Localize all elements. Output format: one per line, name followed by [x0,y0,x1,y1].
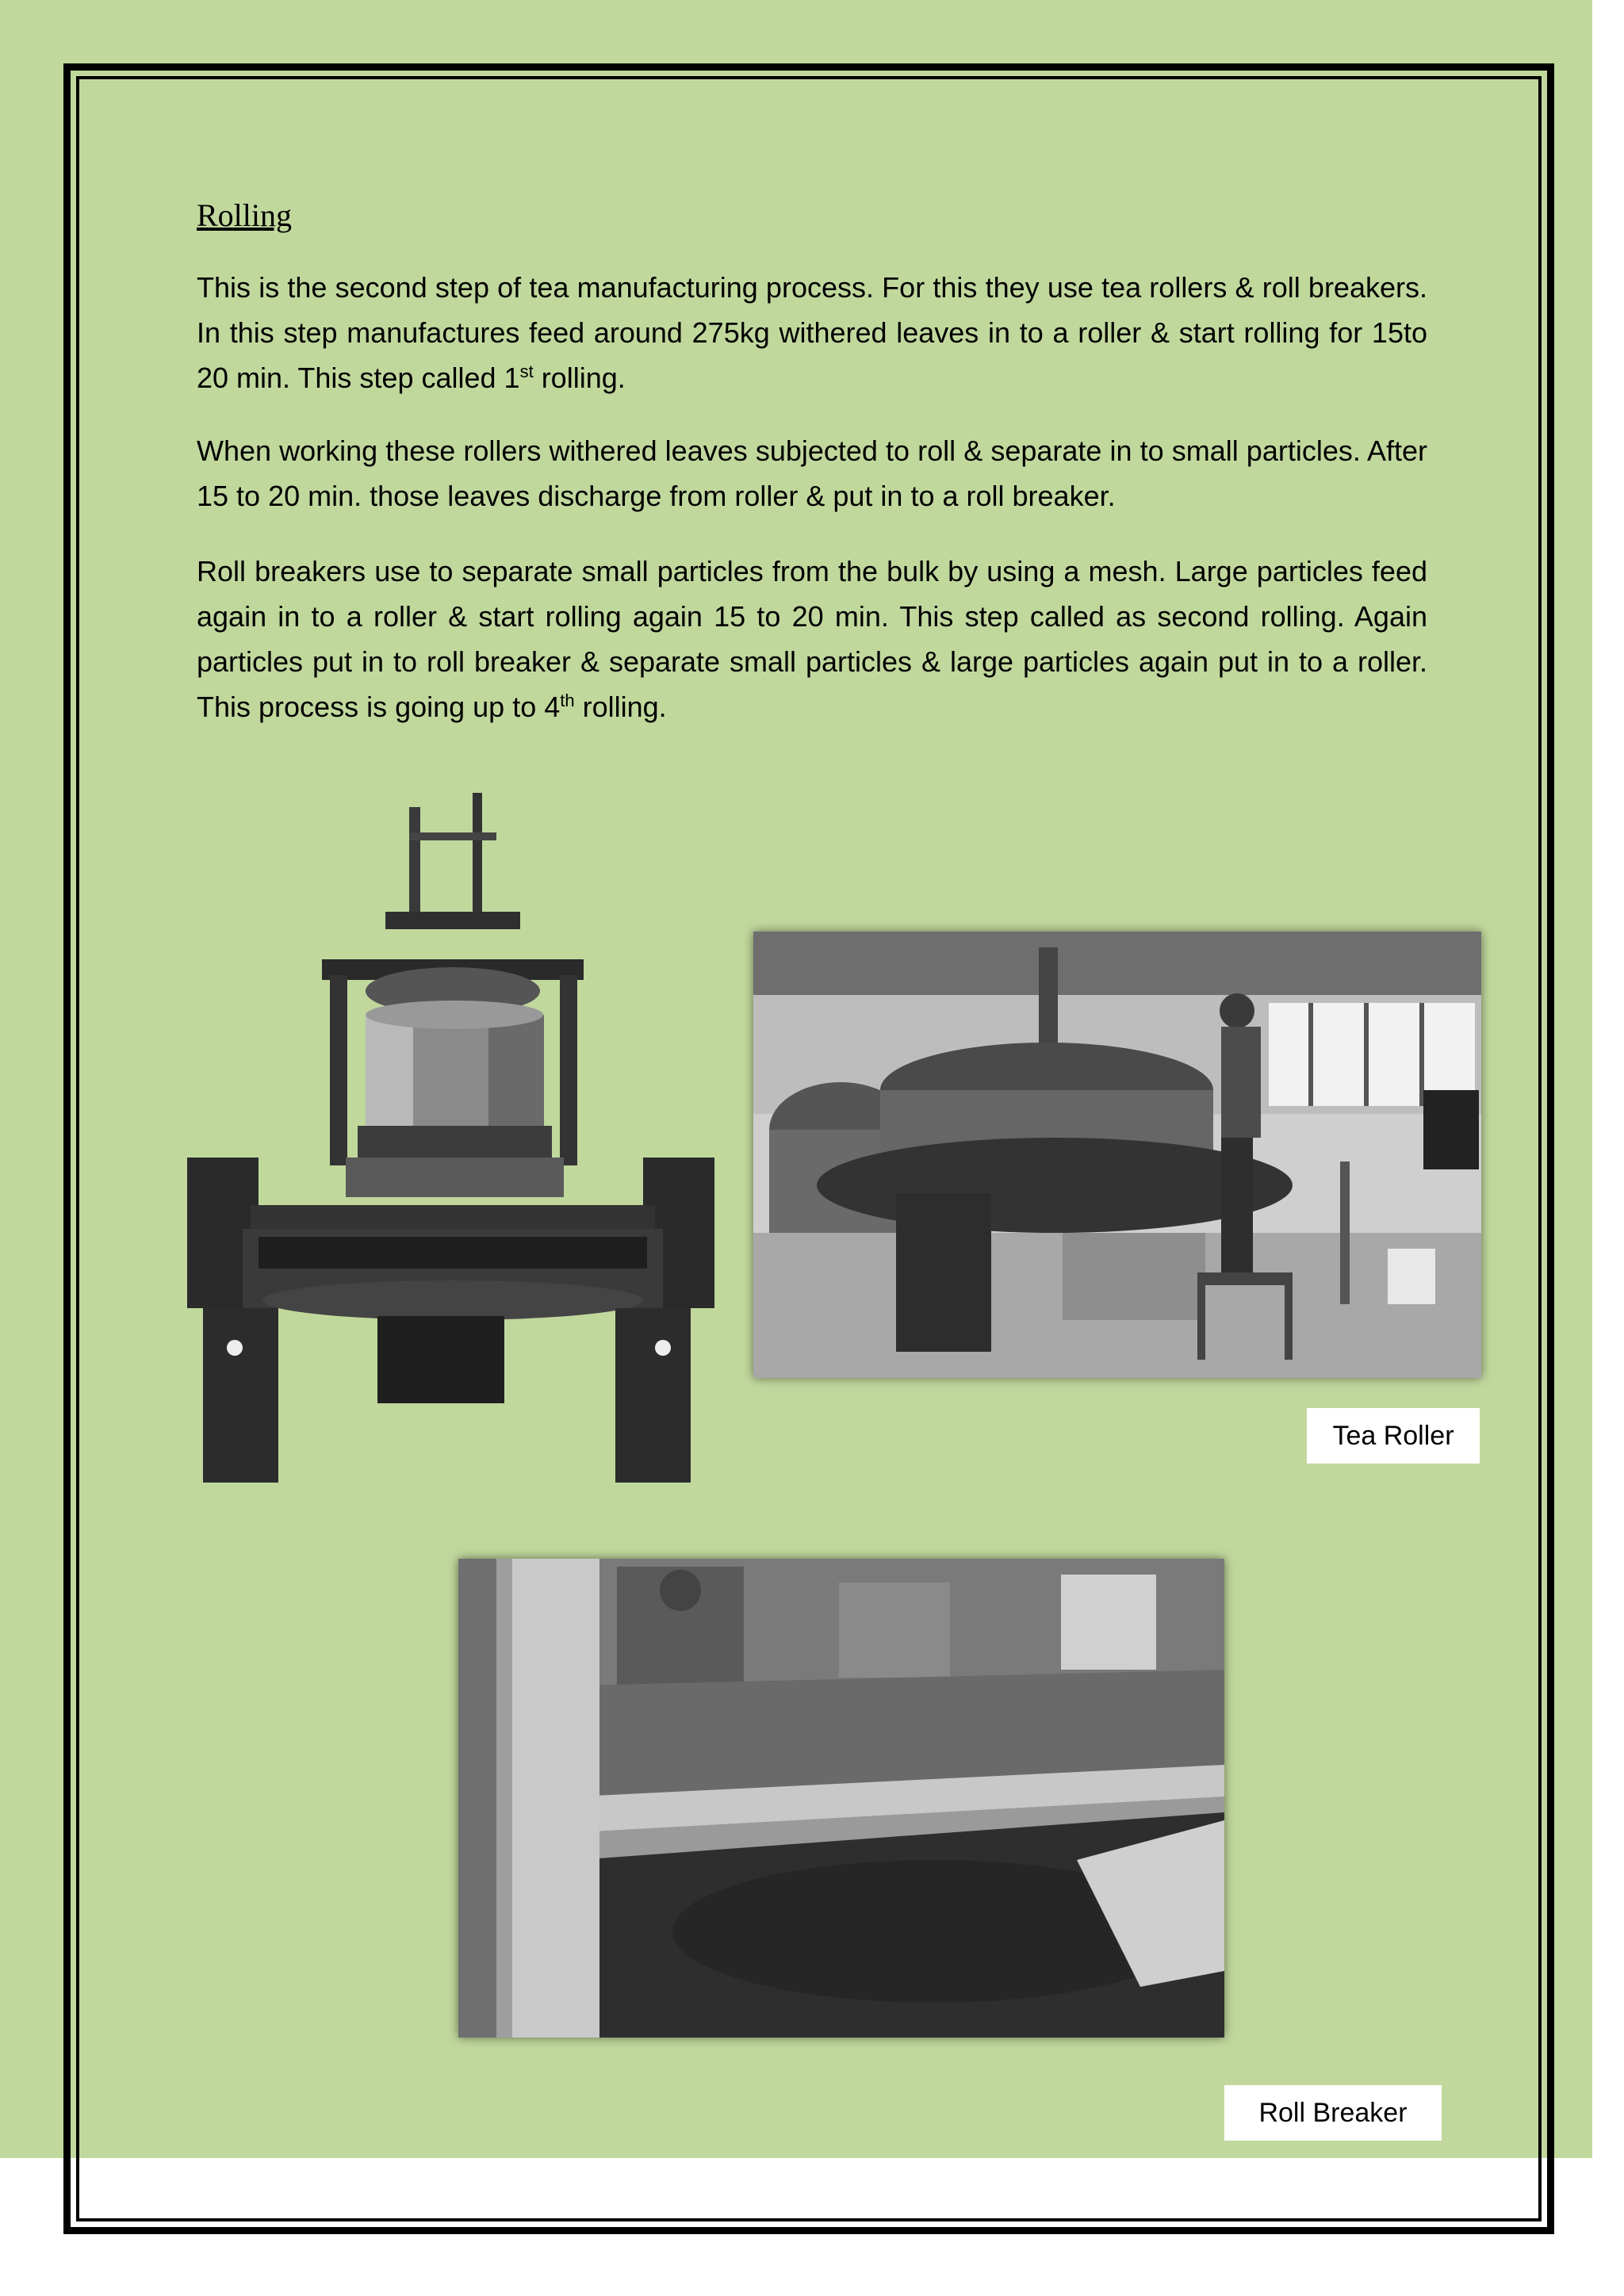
tea-roller-machine-image [187,793,717,1490]
roll-breaker-illustration [458,1559,1224,2038]
paragraph-text: Roll breakers use to separate small particles from the bulk by using a mesh. Large particles feed again in to a roller & start rolling again 15 to 20 min. This step called as second rolling. Again particles put in to roll breaker & separate small particles & large particles again put in to a roller. This process is going up to 4 [197,555,1427,723]
paragraph-text: This is the second step of tea manufacturing process. For this they use tea rollers & roll breakers. In this step manufactures feed around 275kg withered leaves in to a roller & start rolling for 15to 20 min. This step called 1 [197,271,1427,394]
ordinal-suffix: st [519,362,534,381]
tea-roller-machine-illustration [187,793,717,1490]
roll-breaker-caption: Roll Breaker [1224,2085,1442,2141]
tea-roller-caption: Tea Roller [1307,1408,1480,1464]
section-heading: Rolling [197,197,293,233]
paragraph-roller-process: When working these rollers withered leaves subjected to roll & separate in to small particles. After 15 to 20 min. those leaves discharge from roller & put in to a roll breaker. [197,434,1427,512]
roll-breaker-photo [458,1559,1224,2038]
ordinal-suffix: th [560,691,575,710]
paragraph-text: rolling. [533,362,626,394]
tea-roller-factory-photo [753,932,1481,1378]
tea-roller-factory-illustration [753,932,1481,1378]
paragraph-first-rolling [197,265,1427,400]
paragraph-roll-breaker [197,549,1427,729]
paragraph-text: rolling. [574,691,667,723]
